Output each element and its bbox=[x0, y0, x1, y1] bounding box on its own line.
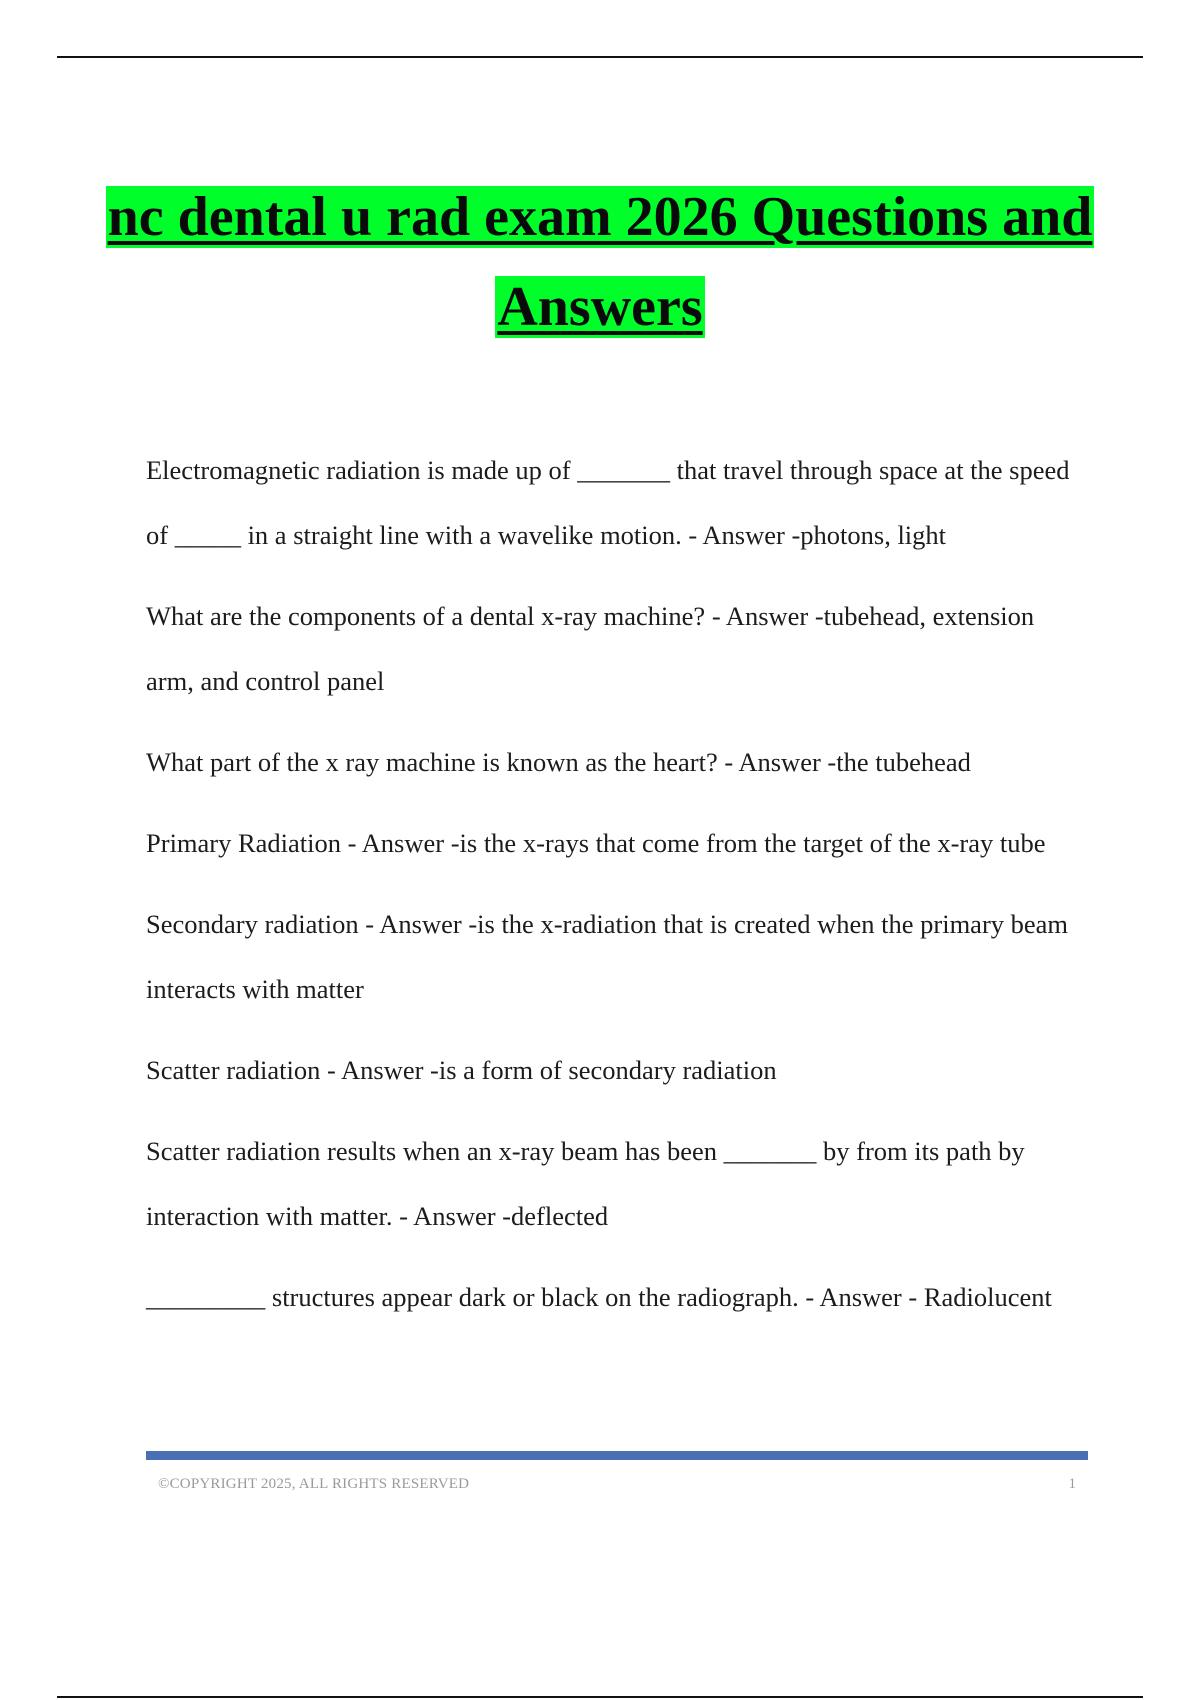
qa-item: What part of the x ray machine is known as the heart? - Answer -the tubehead bbox=[146, 747, 971, 777]
qa-item: Scatter radiation - Answer -is a form of secondary radiation bbox=[146, 1055, 777, 1085]
qa-list bbox=[146, 438, 1086, 1346]
page-number: 1 bbox=[1068, 1476, 1076, 1492]
qa-item: Primary Radiation - Answer -is the x-rays that come from the target of the x-ray tube bbox=[146, 828, 1046, 858]
qa-item: Scatter radiation results when an x-ray beam has been _______ by from its path by interaction with matter. - Answer -deflected bbox=[146, 1136, 1025, 1231]
footer-copyright: ©COPYRIGHT 2025, ALL RIGHTS RESERVED bbox=[158, 1476, 470, 1492]
document-title-text: nc dental u rad exam 2026 Questions and Answers bbox=[107, 186, 1093, 338]
qa-item: Secondary radiation - Answer -is the x-radiation that is created when the primary beam interacts with matter bbox=[146, 909, 1069, 1004]
qa-item: _________ structures appear dark or black on the radiograph. - Answer - Radiolucent bbox=[146, 1282, 1052, 1312]
qa-item: Electromagnetic radiation is made up of _______ that travel through space at the speed of _____ in a straight line with a wavelike motion. - Answer -photons, light bbox=[146, 455, 1070, 550]
bottom-rule bbox=[57, 1696, 1143, 1698]
top-rule bbox=[57, 56, 1143, 58]
document-title bbox=[100, 172, 1100, 352]
qa-item: What are the components of a dental x-ray machine? - Answer -tubehead, extension arm, and control panel bbox=[146, 601, 1035, 696]
footer-bar bbox=[146, 1451, 1088, 1460]
